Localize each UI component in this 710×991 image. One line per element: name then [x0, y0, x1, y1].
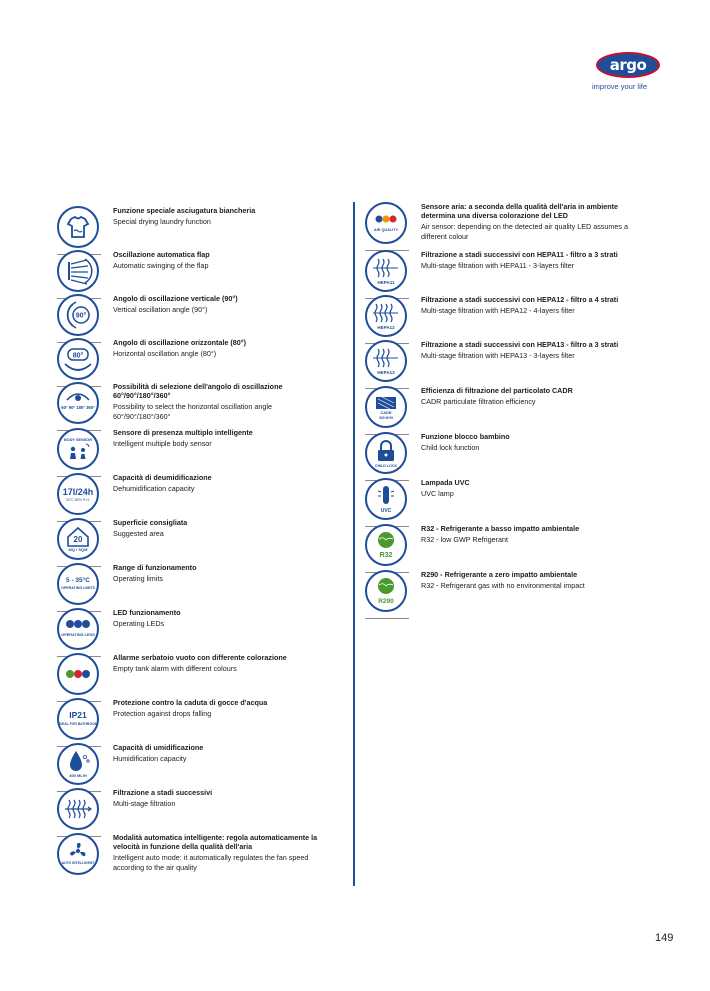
tank-alarm-icon — [57, 653, 99, 695]
child-lock-icon — [365, 432, 407, 474]
feature-auto-mode — [57, 833, 318, 877]
icon-sublabel: 300 M³/H — [379, 416, 393, 420]
laundry-shirt-icon — [57, 206, 99, 248]
icon-label: AUTO INTELLIGENT — [61, 861, 95, 865]
feature-title-it: Sensore di presenza multiplo intelligente — [113, 428, 253, 437]
feature-operating-limits — [57, 563, 307, 607]
feature-desc-en: Operating limits — [113, 574, 163, 584]
feature-hepa11 — [365, 250, 618, 294]
operating-limits-icon — [57, 563, 99, 605]
feature-title-it: Efficienza di filtrazione del particolato CADR — [421, 386, 573, 395]
vertical-oscillation-icon — [57, 294, 99, 336]
uvc-lamp-icon — [365, 478, 407, 520]
logo-text: argo — [609, 56, 647, 74]
feature-vertical-oscillation — [57, 294, 307, 338]
feature-humidification — [57, 743, 307, 787]
feature-title-it: R32 - Refrigerante a basso impatto ambientale — [421, 524, 580, 533]
column-divider — [353, 202, 355, 886]
dehumidification-icon — [57, 473, 99, 515]
icon-label: AIR QUALITY — [373, 228, 399, 232]
feature-desc-en: Automatic swinging of the flap — [113, 261, 209, 271]
feature-desc-en: Multi-stage filtration — [113, 799, 176, 809]
feature-desc-en: R32 - Refrigerant gas with no environmental impact — [421, 581, 585, 591]
feature-desc-en: Vertical oscillation angle (90°) — [113, 305, 208, 315]
feature-title-it: Filtrazione a stadi successivi — [113, 788, 213, 797]
feature-desc-en: Dehumidification capacity — [113, 484, 195, 494]
feature-title-it: Lampada UVC — [421, 478, 470, 487]
feature-title-it: Angolo di oscillazione orizzontale (80°) — [113, 338, 247, 347]
logo-oval — [596, 52, 660, 78]
feature-multistage-filtration — [57, 788, 307, 832]
feature-desc-en: Multi-stage filtration with HEPA13 - 3-layers filter — [421, 351, 575, 361]
icon-label: 80° — [72, 352, 84, 360]
feature-desc-en: Intelligent auto mode: it automatically regulates the fan speed according to the air quality — [113, 853, 309, 872]
feature-desc-en: R32 - low GWP Refrigerant — [421, 535, 508, 545]
hepa11-filter-icon — [365, 250, 407, 292]
icon-label: UVC — [380, 508, 392, 514]
feature-title-it: Filtrazione a stadi successivi con HEPA11 - filtro a 3 strati — [421, 250, 618, 259]
icon-label: CHILD LOCK — [374, 464, 398, 468]
auto-mode-fan-icon — [57, 833, 99, 875]
feature-title-it: LED funzionamento — [113, 608, 181, 617]
suggested-area-icon — [57, 518, 99, 560]
feature-r32 — [365, 524, 615, 568]
feature-desc-en: Empty tank alarm with different colours — [113, 664, 237, 674]
feature-desc-en: Humidification capacity — [113, 754, 187, 764]
feature-title-it: Superficie consigliata — [113, 518, 188, 527]
icon-label: HEPA11 — [377, 280, 395, 285]
icon-label: HEPA13 — [377, 370, 395, 375]
argo-logo — [592, 52, 662, 94]
body-sensor-icon — [57, 428, 99, 470]
feature-desc-en: Air sensor: depending on the detected air quality LED assumes a different colour — [421, 222, 628, 241]
feature-title-it: Funzione speciale asciugatura biancheria — [113, 206, 256, 215]
feature-desc-en: Horizontal oscillation angle (80°) — [113, 349, 217, 359]
feature-title-it: Capacità di deumidificazione — [113, 473, 212, 482]
r290-refrigerant-icon — [365, 570, 407, 612]
feature-body-sensor — [57, 428, 307, 472]
feature-desc-en: Possibility to select the horizontal oscillation angle 60°/90°/180°/360° — [113, 402, 273, 421]
icon-label: R290 — [378, 598, 394, 605]
feature-title-it: R290 - Refrigerante a zero impatto ambientale — [421, 570, 578, 579]
flap-swing-icon — [57, 250, 99, 292]
feature-title-it: Oscillazione automatica flap — [113, 250, 210, 259]
feature-hepa12 — [365, 295, 619, 339]
page-number: 149 — [655, 932, 674, 944]
feature-title-it: Modalità automatica intelligente: regola automaticamente la velocità in funzione della qualità dell'aria — [113, 833, 318, 852]
icon-label: BODY SENSOR — [64, 438, 92, 442]
hepa12-filter-icon — [365, 295, 407, 337]
r32-refrigerant-icon — [365, 524, 407, 566]
feature-desc-en: Multi-stage filtration with HEPA12 - 4-layers filter — [421, 306, 575, 316]
feature-desc-en: Intelligent multiple body sensor — [113, 439, 212, 449]
feature-desc-en: Suggested area — [113, 529, 164, 539]
humidification-icon — [57, 743, 99, 785]
feature-desc-en: Special drying laundry function — [113, 217, 211, 227]
feature-dehumidification — [57, 473, 307, 517]
hepa13-filter-icon — [365, 340, 407, 382]
icon-sublabel: 32°C-80% R.H. — [66, 498, 90, 502]
feature-title-it: Capacità di umidificazione — [113, 743, 204, 752]
air-quality-icon — [365, 202, 407, 244]
logo-tagline: improve your life — [592, 82, 648, 91]
feature-desc-en: UVC lamp — [421, 489, 454, 499]
feature-horizontal-oscillation — [57, 338, 307, 382]
feature-title-it: Funzione blocco bambino — [421, 432, 510, 441]
feature-desc-en: Child lock function — [421, 443, 480, 453]
feature-uvc-lamp — [365, 478, 615, 522]
feature-title-it: Angolo di oscillazione verticale (90°) — [113, 294, 238, 303]
icon-label: OPERATING LEDS — [61, 633, 95, 637]
icon-label: CADR — [380, 411, 392, 415]
icon-label: 20 — [73, 535, 83, 544]
icon-label: 300 ML/H — [69, 773, 87, 778]
feature-title-it: Range di funzionamento — [113, 563, 197, 572]
feature-title-it: Protezione contro la caduta di gocce d'acqua — [113, 698, 268, 707]
feature-desc-en: Multi-stage filtration with HEPA11 - 3-layers filter — [421, 261, 575, 271]
feature-oscillation-select — [57, 382, 307, 426]
feature-child-lock — [365, 432, 615, 476]
feature-title-it: Sensore aria: a seconda della qualità dell'aria in ambiente determina una diversa colorazione del LED — [421, 202, 619, 221]
feature-desc-en: Protection against drops falling — [113, 709, 212, 719]
icon-label: R32 — [379, 552, 393, 559]
feature-air-quality — [365, 202, 628, 246]
feature-desc-en: CADR particulate filtration efficiency — [421, 397, 536, 407]
feature-tank-alarm — [57, 653, 307, 697]
feature-ip21 — [57, 698, 307, 742]
icon-label: 90° — [75, 312, 87, 320]
feature-laundry-drying — [57, 206, 307, 250]
feature-hepa13 — [365, 340, 619, 384]
feature-cadr — [365, 386, 615, 430]
ip21-icon — [57, 698, 99, 740]
horizontal-oscillation-icon — [57, 338, 99, 380]
cadr-icon — [365, 386, 407, 428]
feature-title-it: Filtrazione a stadi successivi con HEPA12 - filtro a 4 strati — [421, 295, 619, 304]
feature-title-it: Allarme serbatoio vuoto con differente colorazione — [113, 653, 287, 662]
feature-operating-leds — [57, 608, 307, 652]
feature-title-it: Filtrazione a stadi successivi con HEPA13 - filtro a 3 strati — [421, 340, 619, 349]
icon-label: 60° 90° 180° 360° — [61, 405, 95, 410]
icon-sublabel: OPERATING LIMITS — [61, 586, 95, 590]
icon-label: IP21 — [69, 710, 87, 720]
feature-desc-en: Operating LEDs — [113, 619, 165, 629]
icon-label: 17l/24h — [62, 487, 94, 497]
feature-suggested-area — [57, 518, 307, 562]
multistage-filter-icon — [57, 788, 99, 830]
oscillation-select-icon — [57, 382, 99, 424]
feature-title-it: Possibilità di selezione dell'angolo di oscillazione 60°/90°/180°/360° — [113, 382, 283, 401]
icon-sublabel: MQ / SQM — [68, 547, 88, 552]
icon-label: 5 - 35°C — [66, 577, 90, 584]
feature-r290 — [365, 570, 615, 614]
icon-sublabel: IDEAL FOR BATHROOM — [58, 722, 98, 726]
operating-leds-icon — [57, 608, 99, 650]
icon-label: HEPA12 — [377, 325, 395, 330]
feature-flap-swing — [57, 250, 307, 294]
separator — [365, 618, 409, 619]
